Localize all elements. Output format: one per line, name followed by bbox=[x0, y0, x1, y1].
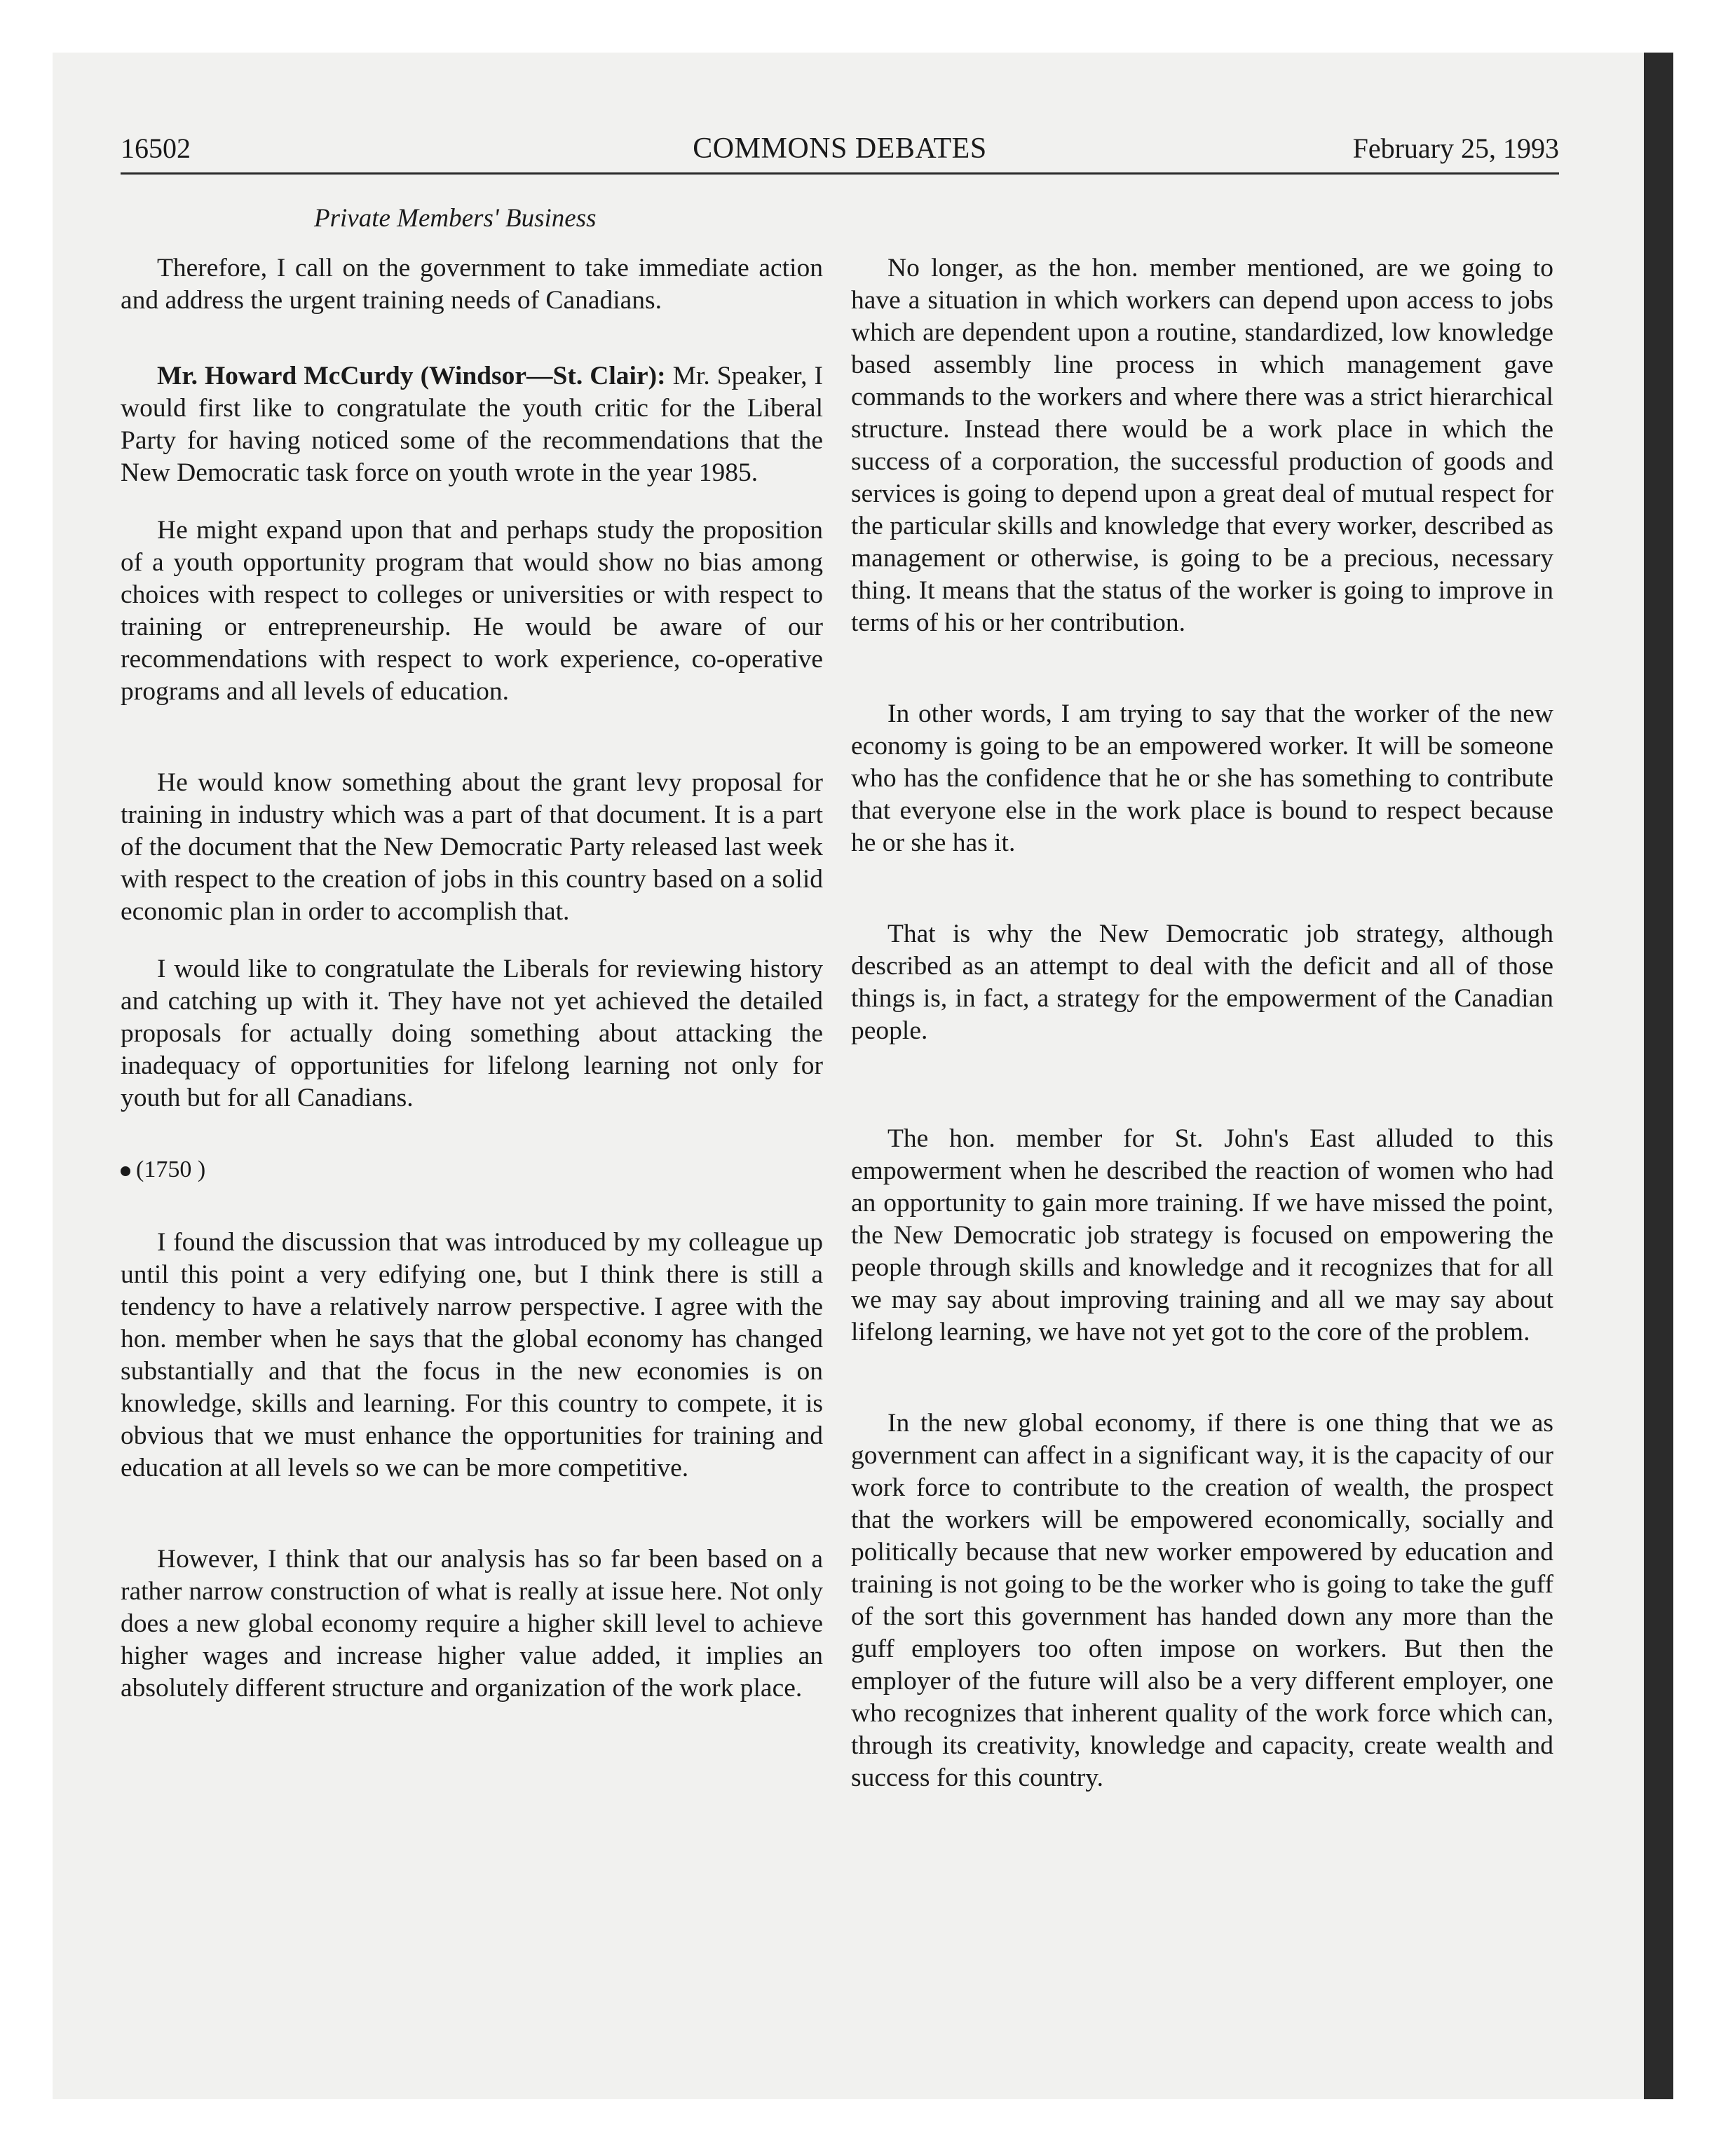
paragraph: I found the discussion that was introduced by my colleague up until this point a very edifying one, but I think there is still a tendency to have a relatively narrow perspective. I agree with the hon. member when he says that the global economy has changed substantially and that the focus in the new economies is on knowledge, skills and learning. For this country to compete, it is obvious that we must enhance the opportunities for training and education at all levels so we can be more competitive. bbox=[121, 1228, 823, 1482]
right-column bbox=[851, 252, 1553, 1794]
paragraph: However, I think that our analysis has so far been based on a rather narrow construction of what is really at issue here. Not only does a new global economy require a higher skill level to achieve higher wages and increase higher value added, it implies an absolutely different structure and organization of the work place. bbox=[121, 1545, 823, 1703]
paragraph: In other words, I am trying to say that the worker of the new economy is going to be an empowered worker. It will be someone who has the confidence that he or she has something to contribute that everyone else in the work place is bound to respect because he or she has it. bbox=[851, 700, 1553, 857]
page-header bbox=[121, 126, 1559, 175]
publication-date: February 25, 1993 bbox=[1352, 132, 1559, 164]
left-column bbox=[121, 252, 823, 1705]
paragraph: The hon. member for St. John's East alluded to this empowerment when he described the reaction of women who had an opportunity to gain more training. If we have missed the point, the New Democratic job strategy is focused on empowering the people through skills and knowledge and it recognizes that for all we may say about improving training and all we may say about lifelong learning, we have not yet got to the core of the problem. bbox=[851, 1124, 1553, 1346]
paragraph: Therefore, I call on the government to take immediate action and address the urgent training needs of Canadians. bbox=[121, 254, 823, 315]
paragraph: He would know something about the grant levy proposal for training in industry which was a part of that document. It is a part of the document that the New Democratic Party released last week with respect to the creation of jobs in this country based on a solid economic plan in order to accomplish that. bbox=[121, 768, 823, 926]
section-label: Private Members' Business bbox=[314, 204, 597, 233]
paragraph: I would like to congratulate the Liberals for reviewing history and catching up with it. They have not yet achieved the detailed proposals for actually doing something about attacking the inadequacy of opportunities for lifelong learning not only for youth but for all Canadians. bbox=[121, 955, 823, 1112]
paragraph: That is why the New Democratic job strategy, although described as an attempt to deal with the deficit and all of those things is, in fact, a strategy for the empowerment of the Canadian people. bbox=[851, 920, 1553, 1045]
publication-title: COMMONS DEBATES bbox=[693, 132, 987, 165]
paragraph: In the new global economy, if there is one thing that we as government can affect in a significant way, it is the capacity of our work force to contribute to the creation of wealth, the prospect that the workers will be empowered economically, socially and politically because that new worker empowered by education and training is not going to be the worker who is going to take the guff of the sort this government has handed down any more than the guff employers too often impose on workers. But then the employer of the future will also be a very different employer, one who recognizes that inherent quality of the work force which can, through its creativity, knowledge and capacity, create wealth and success for this country. bbox=[851, 1409, 1553, 1792]
speaker-paragraph bbox=[121, 360, 823, 489]
page-binding-edge bbox=[1644, 53, 1673, 2099]
speaker-name: Mr. Howard McCurdy (Windsor—St. Clair): bbox=[157, 362, 666, 390]
paragraph: No longer, as the hon. member mentioned, are we going to have a situation in which workers can depend upon access to jobs which are dependent upon a routine, standardized, low knowledge based assembly line process in which management gave commands to the workers and where there was a strict hierarchical structure. Instead there would be a work place in which the success of a corporation, the successful production of goods and services is going to depend upon a great deal of mutual respect for the particular skills and knowledge that every worker, described as management or otherwise, is going to be a precious, necessary thing. It means that the status of the worker is going to improve in terms of his or her contribution. bbox=[851, 254, 1553, 637]
paragraph-text: Mr. Speaker, I would first like to congratulate the youth critic for the Liberal Party for having noticed some of the recommendations that the New Democratic task force on youth wrote in the year 1985. bbox=[121, 362, 823, 487]
timestamp-marker bbox=[121, 1154, 823, 1186]
timestamp-text: (1750 ) bbox=[136, 1157, 206, 1182]
paragraph: He might expand upon that and perhaps study the proposition of a youth opportunity program that would show no bias among choices with respect to colleges or universities or with respect to training or entrepreneurship. He would be aware of our recommendations with respect to work experience, co-operative programs and all levels of education. bbox=[121, 516, 823, 706]
page-number: 16502 bbox=[121, 132, 191, 164]
bullet-icon bbox=[121, 1166, 130, 1176]
